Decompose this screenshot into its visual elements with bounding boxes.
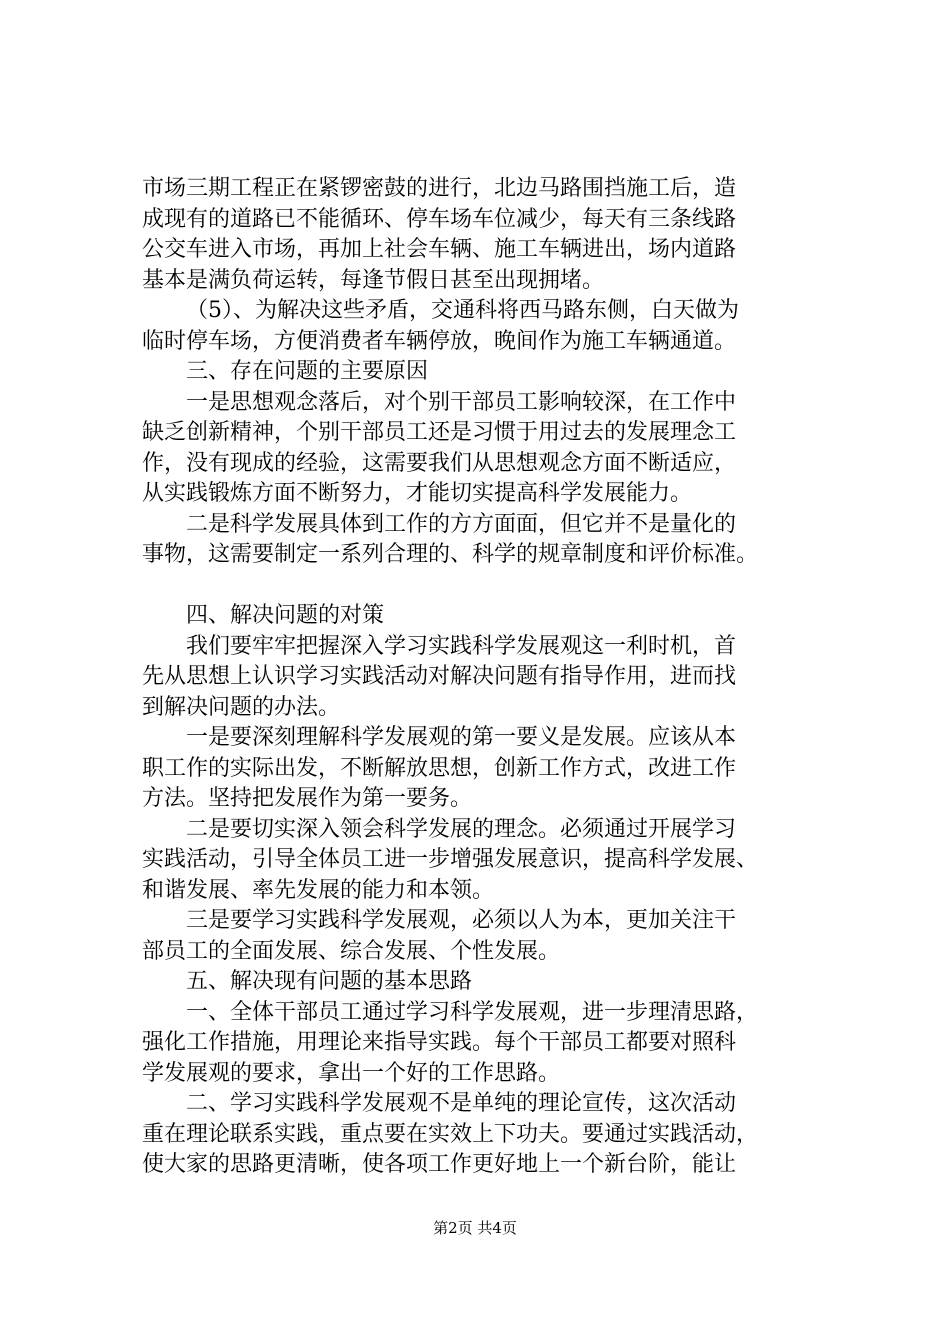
text-line: 市场三期工程正在紧锣密鼓的进行，北边马路围挡施工后，造 xyxy=(142,176,737,201)
blank-line xyxy=(142,571,830,602)
text-line: 和谐发展、率先发展的能力和本领。 xyxy=(142,877,495,903)
text-line: 事物，这需要制定一系列合理的、科学的规章制度和评价标准。 xyxy=(142,542,759,567)
text-line: 五、解决现有问题的基本思路 xyxy=(186,969,473,994)
text-line: 强化工作措施，用理论来指导实践。每个干部员工都要对照科 xyxy=(142,1030,737,1055)
text-line: 成现有的道路已不能循环、停车场车位减少，每天有三条线路 xyxy=(142,206,737,232)
text-line: 一、全体干部员工通过学习科学发展观，进一步理清思路， xyxy=(186,999,759,1025)
text-line: 二是要切实深入领会科学发展的理念。必须通过开展学习 xyxy=(186,816,737,842)
text-line: 基本是满负荷运转，每逢节假日甚至出现拥堵。 xyxy=(142,267,605,293)
text-line: 使大家的思路更清晰，使各项工作更好地上一个新台阶，能让 xyxy=(142,1152,737,1177)
page-footer: 第2页 共4页 xyxy=(433,1219,517,1237)
text-line: 公交车进入市场，再加上社会车辆、施工车辆进出，场内道路 xyxy=(142,237,737,262)
text-line: 三、存在问题的主要原因 xyxy=(186,359,429,384)
text-line: 重在理论联系实践，重点要在实效上下功夫。要通过实践活动， xyxy=(142,1121,759,1147)
text-line: 实践活动，引导全体员工进一步增强发展意识，提高科学发展、 xyxy=(142,847,759,872)
text-line: 四、解决问题的对策 xyxy=(186,603,385,628)
text-line: 部员工的全面发展、综合发展、个性发展。 xyxy=(142,938,561,964)
text-line: 职工作的实际出发，不断解放思想，创新工作方式，改进工作 xyxy=(142,755,737,781)
text-line: 先从思想上认识学习实践活动对解决问题有指导作用，进而找 xyxy=(142,664,737,689)
text-line: 三是要学习实践科学发展观，必须以人为本，更加关注干 xyxy=(186,908,737,933)
text-line: 缺乏创新精神，个别干部员工还是习惯于用过去的发展理念工 xyxy=(142,420,737,445)
text-line: 我们要牢牢把握深入学习实践科学发展观这一利时机，首 xyxy=(186,633,737,659)
text-line: 作，没有现成的经验，这需要我们从思想观念方面不断适应， xyxy=(142,450,737,476)
text-line: 到解决问题的办法。 xyxy=(142,694,341,720)
document-body xyxy=(142,174,830,1181)
text-line: 学发展观的要求，拿出一个好的工作思路。 xyxy=(142,1060,561,1086)
text-line: 二是科学发展具体到工作的方方面面，但它并不是量化的 xyxy=(186,511,737,537)
text-line: 一是要深刻理解科学发展观的第一要义是发展。应该从本 xyxy=(186,725,737,750)
text-line: 临时停车场，方便消费者车辆停放，晚间作为施工车辆通道。 xyxy=(142,328,737,354)
text-line: 一是思想观念落后，对个别干部员工影响较深，在工作中 xyxy=(186,389,737,415)
text-line: 二、学习实践科学发展观不是单纯的理论宣传，这次活动 xyxy=(186,1091,737,1116)
text-line: 方法。坚持把发展作为第一要务。 xyxy=(142,786,473,811)
text-line: 从实践锻炼方面不断努力，才能切实提高科学发展能力。 xyxy=(142,481,693,506)
text-line: （5）、为解决这些矛盾，交通科将西马路东侧，白天做为 xyxy=(186,298,739,323)
